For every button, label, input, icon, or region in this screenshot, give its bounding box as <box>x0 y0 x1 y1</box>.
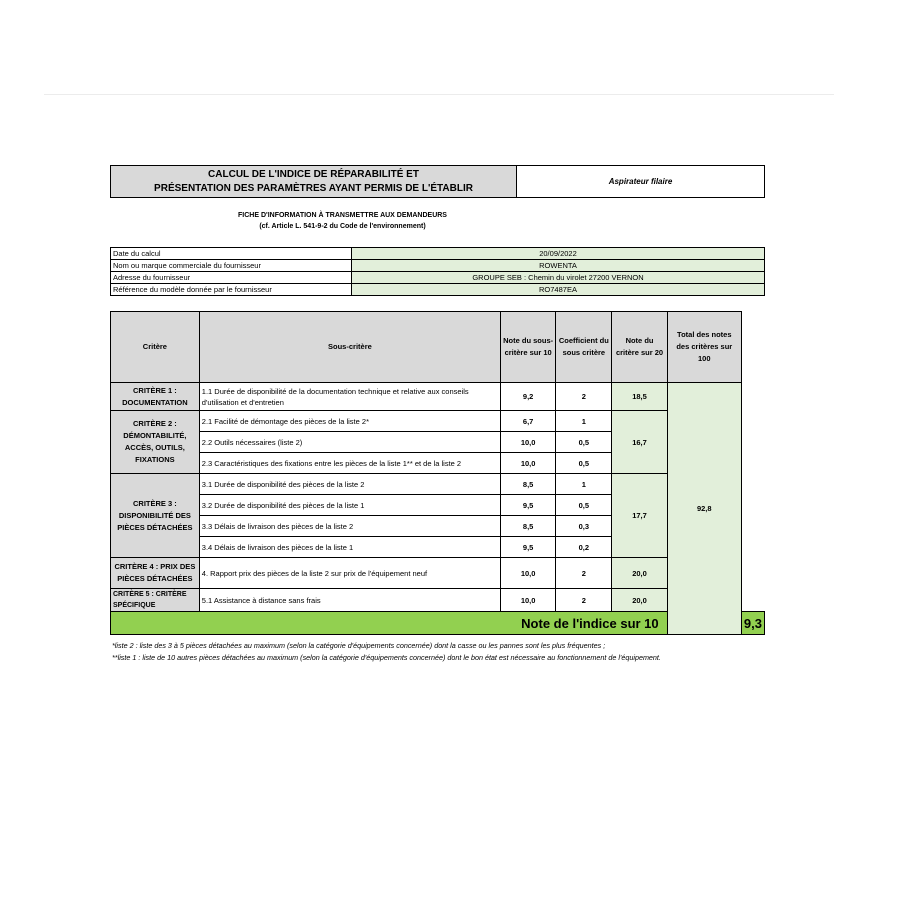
header-note-sous-critere: Note du sous-critère sur 10 <box>501 312 556 383</box>
sub-criterion-coef: 0,5 <box>556 453 612 474</box>
header-note-critere: Note du critère sur 20 <box>612 312 667 383</box>
sub-criterion-label: 2.3 Caractéristiques des fixations entre les pièces de la liste 1** et de la liste 2 <box>199 453 500 474</box>
sub-criterion-note: 10,0 <box>501 453 556 474</box>
info-label: Date du calcul <box>111 248 352 260</box>
sub-criterion-note: 10,0 <box>501 589 556 612</box>
footnotes <box>112 640 752 664</box>
document-title <box>110 165 517 198</box>
repairability-table <box>110 311 765 635</box>
info-value: 20/09/2022 <box>352 248 765 260</box>
sub-criterion-coef: 2 <box>556 383 612 411</box>
total-notes: 92,8 <box>667 383 741 635</box>
sub-criterion-coef: 0,5 <box>556 495 612 516</box>
footnote-2: **liste 1 : liste de 10 autres pièces détachées au maximum (selon la catégorie d'équipements concernée) dont le bon état est nécessaire au fonctionnement de l'équipement. <box>112 653 661 662</box>
final-score-label: Note de l'indice sur 10 <box>111 612 668 635</box>
sub-criterion-coef: 0,2 <box>556 537 612 558</box>
title-line-1: CALCUL DE L'INDICE DE RÉPARABILITÉ ET <box>208 168 419 180</box>
info-label: Nom ou marque commerciale du fournisseur <box>111 260 352 272</box>
header-coefficient: Coefficient du sous critère <box>556 312 612 383</box>
sub-criterion-coef: 1 <box>556 411 612 432</box>
subheader-line-1: FICHE D'INFORMATION À TRANSMETTRE AUX DEMANDEURS <box>238 212 447 219</box>
sub-criterion-label: 2.2 Outils nécessaires (liste 2) <box>199 432 500 453</box>
criterion-note: 16,7 <box>612 411 667 474</box>
sub-criterion-label: 4. Rapport prix des pièces de la liste 2 sur prix de l'équipement neuf <box>199 558 500 589</box>
final-score-row <box>111 612 765 635</box>
header-critere: Critère <box>111 312 200 383</box>
final-score-value: 9,3 <box>741 612 764 635</box>
sub-criterion-label: 3.2 Durée de disponibilité des pièces de la liste 1 <box>199 495 500 516</box>
sub-criterion-coef: 0,5 <box>556 432 612 453</box>
criterion-note: 20,0 <box>612 558 667 589</box>
title-line-2: PRÉSENTATION DES PARAMÈTRES AYANT PERMIS DE L'ÉTABLIR <box>154 182 473 194</box>
subheader-line-2: (cf. Article L. 541-9-2 du Code de l'environnement) <box>259 223 426 230</box>
sub-criterion-coef: 2 <box>556 589 612 612</box>
subheader <box>110 210 575 232</box>
table-row <box>111 558 765 589</box>
table-header-row <box>111 312 765 383</box>
sub-criterion-note: 9,2 <box>501 383 556 411</box>
header-sous-critere: Sous-critère <box>199 312 500 383</box>
info-value: ROWENTA <box>352 260 765 272</box>
sub-criterion-label: 5.1 Assistance à distance sans frais <box>199 589 500 612</box>
info-label: Référence du modèle donnée par le fournisseur <box>111 284 352 296</box>
table-row <box>111 411 765 432</box>
sub-criterion-label: 2.1 Facilité de démontage des pièces de la liste 2* <box>199 411 500 432</box>
table-row <box>111 474 765 495</box>
sub-criterion-coef: 0,3 <box>556 516 612 537</box>
sub-criterion-note: 6,7 <box>501 411 556 432</box>
top-divider <box>44 94 834 95</box>
info-row <box>111 272 765 284</box>
sub-criterion-note: 8,5 <box>501 516 556 537</box>
sub-criterion-note: 10,0 <box>501 432 556 453</box>
info-row <box>111 248 765 260</box>
table-row <box>111 589 765 612</box>
info-value: GROUPE SEB : Chemin du virolet 27200 VERNON <box>352 272 765 284</box>
footnote-1: *liste 2 : liste des 3 à 5 pièces détachées au maximum (selon la catégorie d'équipements concernée) dont la casse ou les pannes sont les plus fréquentes ; <box>112 641 606 650</box>
criterion-name: CRITÈRE 2 : DÉMONTABILITÉ, ACCÈS, OUTILS, FIXATIONS <box>111 411 200 474</box>
criterion-note: 18,5 <box>612 383 667 411</box>
sub-criterion-label: 3.1 Durée de disponibilité des pièces de la liste 2 <box>199 474 500 495</box>
info-row <box>111 284 765 296</box>
header-total: Total des notes des critères sur 100 <box>667 312 741 383</box>
info-value: RO7487EA <box>352 284 765 296</box>
product-type: Aspirateur filaire <box>517 165 765 198</box>
sub-criterion-note: 10,0 <box>501 558 556 589</box>
criterion-name: CRITÈRE 3 : DISPONIBILITÉ DES PIÈCES DÉTACHÉES <box>111 474 200 558</box>
table-row <box>111 383 765 411</box>
sub-criterion-note: 8,5 <box>501 474 556 495</box>
criterion-note: 17,7 <box>612 474 667 558</box>
sub-criterion-note: 9,5 <box>501 537 556 558</box>
criterion-name: CRITÈRE 5 : CRITÈRE SPÉCIFIQUE <box>111 589 200 612</box>
criterion-note: 20,0 <box>612 589 667 612</box>
sub-criterion-coef: 1 <box>556 474 612 495</box>
sub-criterion-label: 3.4 Délais de livraison des pièces de la liste 1 <box>199 537 500 558</box>
criterion-name: CRITÈRE 1 : DOCUMENTATION <box>111 383 200 411</box>
info-row <box>111 260 765 272</box>
info-label: Adresse du fournisseur <box>111 272 352 284</box>
sub-criterion-coef: 2 <box>556 558 612 589</box>
sub-criterion-label: 3.3 Délais de livraison des pièces de la liste 2 <box>199 516 500 537</box>
sub-criterion-note: 9,5 <box>501 495 556 516</box>
document-header <box>110 165 765 198</box>
criterion-name: CRITÈRE 4 : PRIX DES PIÈCES DÉTACHÉES <box>111 558 200 589</box>
sub-criterion-label: 1.1 Durée de disponibilité de la documentation technique et relative aux conseils d'utilisation et d'entretien <box>199 383 500 411</box>
supplier-info-table <box>110 247 765 296</box>
